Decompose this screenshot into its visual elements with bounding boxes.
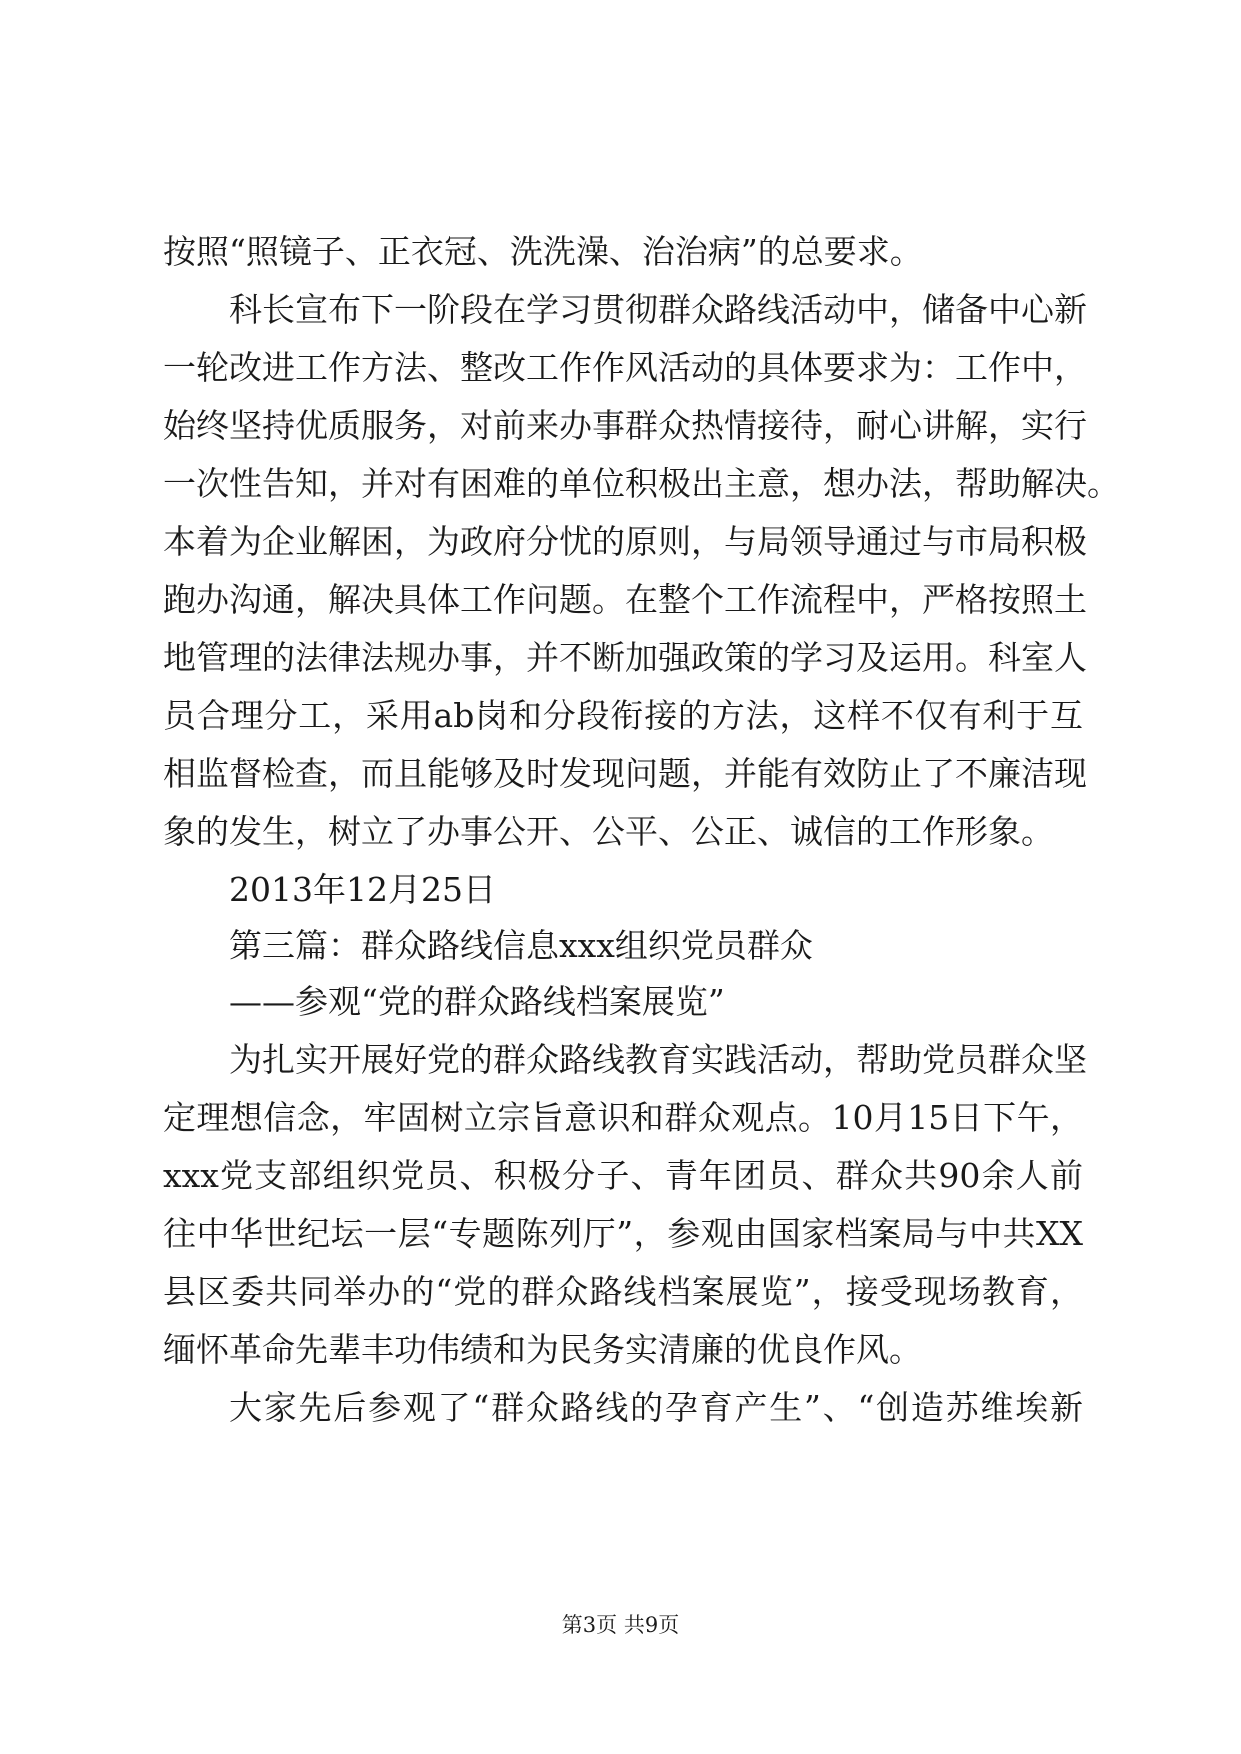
paragraph-line: 象的发生，树立了办事公开、公平、公正、诚信的工作形象。 <box>163 812 1054 851</box>
paragraph-line: 一次性告知，并对有困难的单位积极出主意，想办法，帮助解决。 <box>163 464 1120 503</box>
section-heading: 第三篇：群众路线信息xxx组织党员群众 <box>229 926 813 965</box>
paragraph-line: 跑办沟通，解决具体工作问题。在整个工作流程中，严格按照土 <box>163 580 1087 619</box>
paragraph-line: 大家先后参观了“群众路线的孕育产生”、“创造苏维埃新 <box>229 1388 1083 1427</box>
date-line: 2013年12月25日 <box>229 870 496 909</box>
paragraph-line: 为扎实开展好党的群众路线教育实践活动，帮助党员群众坚 <box>229 1040 1087 1079</box>
paragraph-line: 始终坚持优质服务，对前来办事群众热情接待，耐心讲解，实行 <box>163 406 1087 445</box>
paragraph-line: 定理想信念，牢固树立宗旨意识和群众观点。10月15日下午， <box>163 1098 1083 1137</box>
paragraph-line: xxx党支部组织党员、积极分子、青年团员、群众共90余人前 <box>163 1156 1083 1195</box>
paragraph-line: 本着为企业解困，为政府分忧的原则，与局领导通过与市局积极 <box>163 522 1087 561</box>
paragraph-line: 缅怀革命先辈丰功伟绩和为民务实清廉的优良作风。 <box>163 1330 922 1369</box>
paragraph-line: 相监督检查，而且能够及时发现问题，并能有效防止了不廉洁现 <box>163 754 1087 793</box>
paragraph-line: 往中华世纪坛一层“专题陈列厅”，参观由国家档案局与中共XX <box>163 1214 1083 1253</box>
paragraph-line: 员合理分工，采用ab岗和分段衔接的方法，这样不仅有利于互 <box>163 696 1083 735</box>
paragraph-line: 科长宣布下一阶段在学习贯彻群众路线活动中，储备中心新 <box>229 290 1087 329</box>
paragraph-line: 一轮改进工作方法、整改工作作风活动的具体要求为：工作中， <box>163 348 1087 387</box>
paragraph-line: 按照“照镜子、正衣冠、洗洗澡、治治病”的总要求。 <box>163 232 923 271</box>
paragraph-line: 地管理的法律法规办事，并不断加强政策的学习及运用。科室人 <box>163 638 1087 677</box>
page-footer: 第3页 共9页 <box>561 1613 680 1637</box>
paragraph-line: 县区委共同举办的“党的群众路线档案展览”，接受现场教育， <box>163 1272 1083 1311</box>
section-subheading: ——参观“党的群众路线档案展览” <box>229 982 725 1021</box>
